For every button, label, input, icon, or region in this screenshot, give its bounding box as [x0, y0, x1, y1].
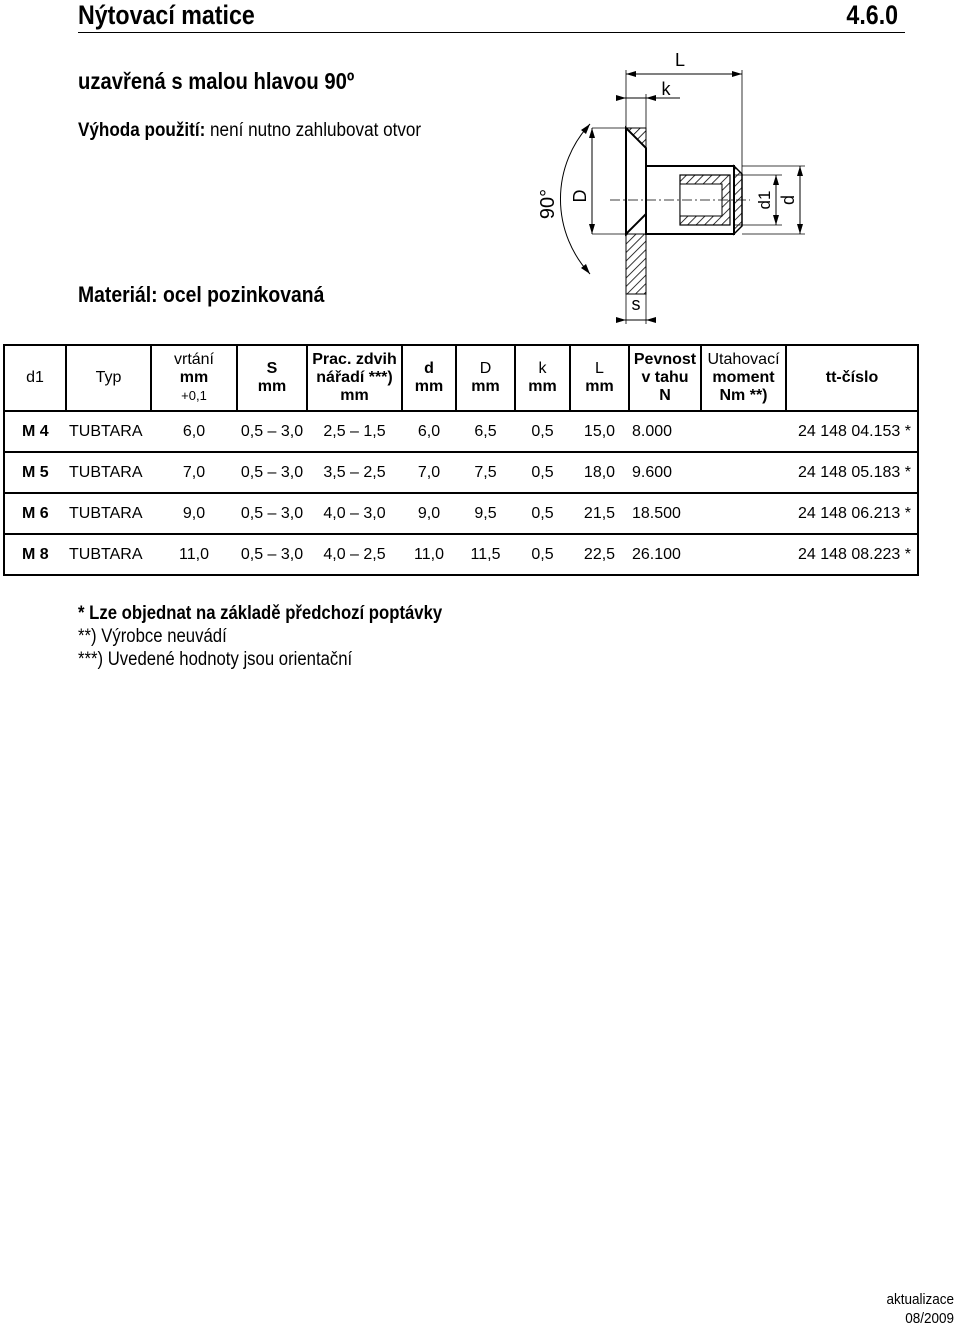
table-row	[4, 411, 918, 452]
cell-tt-cislo: 24 148 04.153 *	[786, 411, 918, 452]
rivet-nut-drawing	[520, 44, 820, 329]
advantage-text: není nutno zahlubovat otvor	[210, 120, 422, 141]
cell-zdvih: 2,5 – 1,5	[307, 411, 402, 452]
cell-typ: TUBTARA	[66, 411, 151, 452]
cell-pevnost: 18.500	[629, 493, 701, 534]
sheet-lower-section	[626, 234, 646, 294]
cell-utahovaci	[701, 493, 786, 534]
cell-L: 15,0	[570, 411, 629, 452]
cell-tt-cislo: 24 148 05.183 *	[786, 452, 918, 493]
col-header-tt-cislo: tt-číslo	[786, 345, 918, 411]
cell-d1: M 5	[4, 452, 66, 493]
nut-head	[626, 128, 646, 234]
cell-s: 0,5 – 3,0	[237, 452, 307, 493]
cell-d1: M 4	[4, 411, 66, 452]
col-header-D: D mm	[456, 345, 515, 411]
cell-zdvih: 3,5 – 2,5	[307, 452, 402, 493]
cell-d1: M 8	[4, 534, 66, 575]
cell-d1: M 6	[4, 493, 66, 534]
cell-vrtani: 7,0	[151, 452, 237, 493]
label-D: D	[570, 189, 590, 203]
cell-d: 7,0	[402, 452, 456, 493]
material-line: Materiál: ocel pozinkovaná	[78, 282, 325, 307]
cell-utahovaci	[701, 452, 786, 493]
title-rule	[78, 32, 905, 33]
label-s: s	[631, 294, 641, 314]
cell-k: 0,5	[515, 452, 570, 493]
table-row	[4, 452, 918, 493]
update-date: 08/2009	[905, 1310, 954, 1327]
cell-D: 9,5	[456, 493, 515, 534]
footnote-order: * Lze objednat na základě předchozí poptávky	[78, 603, 443, 624]
label-L: L	[674, 50, 686, 70]
update-info	[886, 1290, 954, 1328]
cell-s: 0,5 – 3,0	[237, 411, 307, 452]
page-title: Nýtovací matice	[78, 0, 255, 30]
label-d1: d1	[755, 190, 774, 210]
cell-utahovaci	[701, 411, 786, 452]
cell-k: 0,5	[515, 493, 570, 534]
cell-k: 0,5	[515, 534, 570, 575]
footnote-manufacturer: **) Výrobce neuvádí	[78, 626, 227, 647]
cell-D: 6,5	[456, 411, 515, 452]
cell-tt-cislo: 24 148 06.213 *	[786, 493, 918, 534]
cell-typ: TUBTARA	[66, 493, 151, 534]
cell-k: 0,5	[515, 411, 570, 452]
col-header-zdvih: Prac. zdvih nářadí ***) mm	[307, 345, 402, 411]
cell-L: 21,5	[570, 493, 629, 534]
cell-zdvih: 4,0 – 3,0	[307, 493, 402, 534]
col-header-vrtani: vrtání mm +0,1	[151, 345, 237, 411]
col-header-k: k mm	[515, 345, 570, 411]
cell-vrtani: 9,0	[151, 493, 237, 534]
cell-vrtani: 6,0	[151, 411, 237, 452]
update-label: aktualizace	[886, 1291, 954, 1308]
col-header-typ: Typ	[66, 345, 151, 411]
table-row	[4, 493, 918, 534]
label-d: d	[778, 194, 798, 206]
cell-utahovaci	[701, 534, 786, 575]
section-number: 4.6.0	[846, 0, 898, 30]
product-subtitle: uzavřená s malou hlavou 90º	[78, 68, 355, 94]
cell-pevnost: 26.100	[629, 534, 701, 575]
cell-L: 18,0	[570, 452, 629, 493]
label-k: k	[661, 79, 671, 99]
cell-d: 11,0	[402, 534, 456, 575]
col-header-d1: d1	[4, 345, 66, 411]
col-header-utahovaci: Utahovací moment Nm **)	[701, 345, 786, 411]
cell-s: 0,5 – 3,0	[237, 534, 307, 575]
cell-typ: TUBTARA	[66, 534, 151, 575]
cell-pevnost: 8.000	[629, 411, 701, 452]
cell-vrtani: 11,0	[151, 534, 237, 575]
cell-D: 7,5	[456, 452, 515, 493]
advantage-line	[78, 120, 421, 142]
cell-L: 22,5	[570, 534, 629, 575]
cell-zdvih: 4,0 – 2,5	[307, 534, 402, 575]
col-header-pevnost: Pevnost v tahu N	[629, 345, 701, 411]
col-header-s: S mm	[237, 345, 307, 411]
label-angle: 90°	[537, 188, 559, 220]
cell-pevnost: 9.600	[629, 452, 701, 493]
cell-s: 0,5 – 3,0	[237, 493, 307, 534]
cell-tt-cislo: 24 148 08.223 *	[786, 534, 918, 575]
spec-table	[3, 344, 919, 576]
table-header-row	[4, 345, 918, 411]
footnotes	[78, 602, 492, 671]
footnote-values: ***) Uvedené hodnoty jsou orientační	[78, 649, 353, 670]
cell-d: 9,0	[402, 493, 456, 534]
table-row	[4, 534, 918, 575]
cell-d: 6,0	[402, 411, 456, 452]
cell-D: 11,5	[456, 534, 515, 575]
advantage-label: Výhoda použití:	[78, 120, 206, 141]
col-header-L: L mm	[570, 345, 629, 411]
cell-typ: TUBTARA	[66, 452, 151, 493]
col-header-d: d mm	[402, 345, 456, 411]
